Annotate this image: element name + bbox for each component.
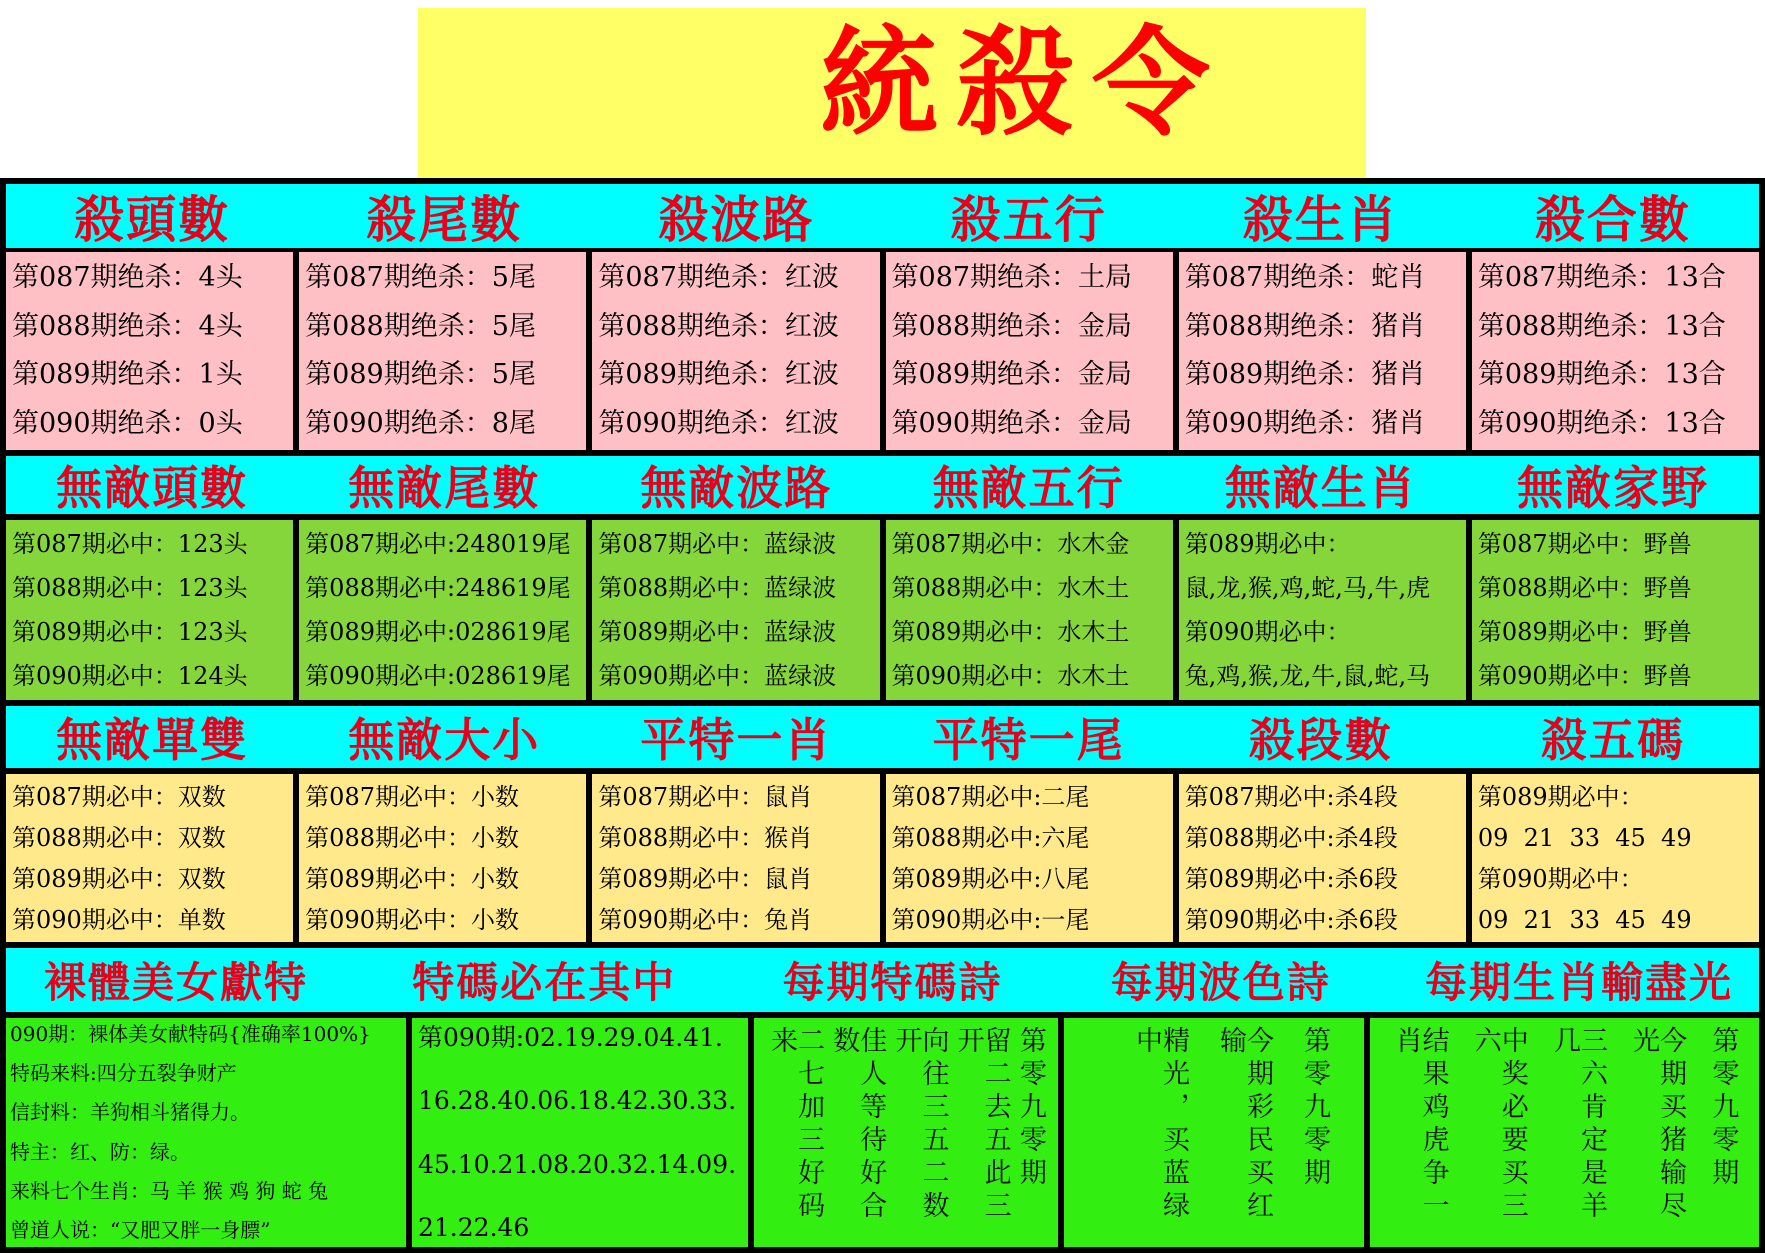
list-item: 第089期绝杀：红波 [598, 359, 839, 391]
list-item: 兔,鸡,猴,龙,牛,鼠,蛇,马 [1184, 662, 1431, 690]
list-item: 第089期必中：鼠肖 [598, 864, 813, 893]
list-item: 第088期绝杀：金局 [891, 310, 1133, 342]
list-item: 第090期绝杀：红波 [598, 407, 839, 439]
list-item: 第090期绝杀：猪肖 [1184, 407, 1426, 439]
list-item: 第087期绝杀：13合 [1477, 262, 1726, 294]
sure-tail-list [299, 520, 586, 700]
list-item: 第090期必中:一尾 [891, 905, 1090, 934]
sure-element-list [886, 520, 1173, 700]
header-kill-sum: 殺合數 [1534, 191, 1691, 249]
list-item: 第090期必中:028619尾 [305, 662, 571, 690]
list-item: 第088期绝杀：猪肖 [1184, 310, 1426, 342]
list-item: 第087期必中：蓝绿波 [598, 530, 837, 558]
special-code-panel [412, 1018, 748, 1247]
header-special-code-poem: 每期特碼詩 [782, 958, 1003, 1007]
header-kill-tail: 殺尾數 [366, 191, 523, 249]
wave-color-poem-panel [1064, 1018, 1364, 1247]
section4-body [6, 1018, 1759, 1247]
list-item: 第089期必中：小数 [305, 864, 519, 893]
list-item: 第090期必中：124头 [12, 662, 248, 690]
list-item: 第088期必中：水木土 [891, 574, 1130, 602]
list-item: 第087期必中:二尾 [891, 782, 1090, 811]
sure-domestic-wild-list [1472, 520, 1759, 700]
sure-head-list [6, 520, 293, 700]
header-wave-color-poem: 每期波色詩 [1110, 958, 1331, 1007]
list-item: 第090期必中：水木土 [891, 662, 1130, 690]
header-odd-even: 無敵單雙 [56, 713, 249, 767]
list-item: 第088期必中：双数 [12, 823, 226, 852]
main-board [0, 178, 1765, 1253]
poem-column: 第零九零期 [1299, 1026, 1330, 1191]
kill-head-list [6, 252, 293, 450]
list-item: 第087期必中:248019尾 [305, 530, 571, 558]
sure-zodiac-list [1179, 520, 1466, 700]
header-one-tail: 平特一尾 [932, 713, 1125, 767]
section2-header [6, 456, 1759, 514]
list-item: 第089期必中：野兽 [1477, 618, 1692, 646]
header-big-small: 無敵大小 [348, 713, 541, 767]
header-sure-element: 無敵五行 [932, 461, 1125, 515]
poem-column: 向往三五二数开 [890, 1026, 949, 1224]
list-item: 第087期必中：鼠肖 [598, 782, 813, 811]
list-item: 16.28.40.06.18.42.30.33. [418, 1086, 737, 1116]
header-sure-domestic-wild: 無敵家野 [1516, 461, 1709, 515]
list-item: 第087期必中:杀4段 [1184, 782, 1398, 811]
one-zodiac-list [592, 774, 879, 942]
list-item: 第088期必中：蓝绿波 [598, 574, 837, 602]
list-item: 第090期必中:杀6段 [1184, 905, 1398, 934]
list-item: 第090期绝杀：0头 [12, 407, 243, 439]
list-item: 第088期绝杀：4头 [12, 310, 243, 342]
header-sure-zodiac: 無敵生肖 [1224, 461, 1417, 515]
poem-column: 精光，买蓝绿中 [1131, 1026, 1189, 1224]
list-item: 第090期绝杀：金局 [891, 407, 1133, 439]
list-item: 第089期绝杀：猪肖 [1184, 359, 1426, 391]
list-item: 第088期必中:248619尾 [305, 574, 571, 602]
kill-sum-list [1472, 252, 1759, 450]
header-sure-wave: 無敵波路 [640, 461, 833, 515]
one-tail-list [886, 774, 1173, 942]
list-item: 第088期绝杀：红波 [598, 310, 839, 342]
poem-column: 今期买猪输尽光 [1628, 1026, 1687, 1224]
section4-header [6, 948, 1759, 1012]
header-beauty-special: 裸體美女獻特 [43, 958, 308, 1007]
list-item: 第087期绝杀：4头 [12, 262, 243, 294]
section1-body [6, 252, 1759, 450]
poem-column: 第零九零期 [1707, 1026, 1739, 1191]
header-kill-wave: 殺波路 [658, 191, 815, 249]
kill-wave-list [592, 252, 879, 450]
list-item: 信封料：羊狗相斗猪得力。 [10, 1100, 250, 1125]
section3-header [6, 706, 1759, 768]
poem-column: 中奖必要买三六 [1469, 1026, 1528, 1224]
poem-column: 结果鸡虎争一肖 [1390, 1026, 1449, 1224]
list-item: 特码来料:四分五裂争财产 [10, 1061, 237, 1086]
list-item: 第090期必中：野兽 [1477, 662, 1692, 690]
list-item: 第089期必中:八尾 [891, 864, 1090, 893]
zodiac-lose-all-panel [1370, 1018, 1759, 1247]
list-item: 第089期必中：蓝绿波 [598, 618, 837, 646]
list-item: 090期：裸体美女献特码{准确率100%} [10, 1022, 371, 1046]
list-item: 第090期必中：兔肖 [598, 905, 813, 934]
big-small-list [299, 774, 586, 942]
header-kill-zodiac: 殺生肖 [1242, 191, 1399, 249]
list-item: 第087期绝杀：蛇肖 [1184, 262, 1426, 294]
list-item: 第089期绝杀：13合 [1477, 359, 1726, 391]
header-sure-tail: 無敵尾數 [348, 461, 541, 515]
beauty-special-panel [6, 1018, 406, 1247]
list-item: 第090期:02.19.29.04.41. [418, 1023, 723, 1052]
odd-even-list [6, 774, 293, 942]
list-item: 第089期必中:杀6段 [1184, 864, 1398, 893]
list-item: 曾道人说：“又肥又胖一身膘” [10, 1217, 271, 1242]
list-item: 第089期必中： [1184, 530, 1351, 558]
list-item: 第088期必中：123头 [12, 574, 248, 602]
list-item: 第088期绝杀：13合 [1477, 310, 1726, 342]
list-item: 第090期绝杀：8尾 [305, 407, 536, 439]
header-kill-five-codes: 殺五碼 [1540, 713, 1685, 767]
list-item: 09 21 33 45 49 [1477, 905, 1692, 934]
list-item: 第087期绝杀：5尾 [305, 262, 536, 294]
kill-segment-list [1179, 774, 1466, 942]
poem-column: 三六肯定是羊几 [1548, 1026, 1607, 1224]
list-item: 第087期必中：123头 [12, 530, 248, 558]
header-kill-segment: 殺段數 [1248, 713, 1393, 767]
list-item: 第088期必中：猴肖 [598, 823, 813, 852]
list-item: 第089期必中:028619尾 [305, 618, 571, 646]
kill-tail-list [299, 252, 586, 450]
poem-column: 留二去五此三开 [952, 1026, 1011, 1224]
kill-five-codes-list [1472, 774, 1759, 942]
header-kill-element: 殺五行 [950, 191, 1107, 249]
list-item: 第089期必中：双数 [12, 864, 226, 893]
list-item: 09 21 33 45 49 [1477, 823, 1692, 852]
section1-header [6, 184, 1759, 248]
list-item: 第090期必中： [1184, 618, 1351, 646]
list-item: 第090期绝杀：13合 [1477, 407, 1726, 439]
list-item: 第087期绝杀：红波 [598, 262, 839, 294]
list-item: 第087期必中：小数 [305, 782, 519, 811]
kill-element-list [886, 252, 1173, 450]
list-item: 第090期必中：单数 [12, 905, 226, 934]
list-item: 特主：红、防：绿。 [10, 1139, 190, 1164]
kill-zodiac-list [1179, 252, 1466, 450]
list-item: 第089期必中：123头 [12, 618, 248, 646]
list-item: 来料七个生肖：马 羊 猴 鸡 狗 蛇 兔 [10, 1178, 329, 1203]
list-item: 第089期必中： [1477, 782, 1644, 811]
special-code-poem-panel [754, 1018, 1058, 1247]
section2-body [6, 520, 1759, 700]
list-item: 第089期绝杀：金局 [891, 359, 1133, 391]
list-item: 鼠,龙,猴,鸡,蛇,马,牛,虎 [1184, 574, 1431, 602]
list-item: 第088期必中：野兽 [1477, 574, 1692, 602]
list-item: 第090期必中：蓝绿波 [598, 662, 837, 690]
header-sure-head: 無敵頭數 [56, 461, 249, 515]
list-item: 第089期必中：水木土 [891, 618, 1130, 646]
list-item: 21.22.46 [418, 1212, 530, 1242]
list-item: 第090期必中：小数 [305, 905, 519, 934]
list-item: 第088期绝杀：5尾 [305, 310, 536, 342]
list-item: 第087期必中：野兽 [1477, 530, 1692, 558]
list-item: 第089期绝杀：1头 [12, 359, 243, 391]
poem-column: 佳人等待好合数 [828, 1026, 887, 1224]
list-item: 第087期必中：水木金 [891, 530, 1130, 558]
list-item: 第087期绝杀：土局 [891, 262, 1133, 294]
sure-wave-list [592, 520, 879, 700]
list-item: 第088期必中：小数 [305, 823, 519, 852]
list-item: 第089期绝杀：5尾 [305, 359, 536, 391]
page-title: 統殺令 [820, 14, 1229, 152]
list-item: 第088期必中:六尾 [891, 823, 1090, 852]
poem-column: 二七加三好码来 [766, 1026, 825, 1224]
list-item: 45.10.21.08.20.32.14.09. [418, 1149, 737, 1179]
poem-column: 第零九零期 [1014, 1026, 1046, 1191]
list-item: 第087期必中：双数 [12, 782, 226, 811]
header-one-zodiac: 平特一肖 [640, 713, 833, 767]
header-zodiac-lose-all: 每期生肖輸盡光 [1424, 958, 1733, 1007]
poem-column: 今期彩民买红输 [1215, 1026, 1273, 1224]
list-item: 第090期必中： [1477, 864, 1644, 893]
list-item: 第088期必中:杀4段 [1184, 823, 1398, 852]
header-kill-head: 殺頭數 [74, 191, 231, 249]
header-special-code-within: 特碼必在其中 [412, 958, 677, 1007]
section3-body [6, 774, 1759, 942]
